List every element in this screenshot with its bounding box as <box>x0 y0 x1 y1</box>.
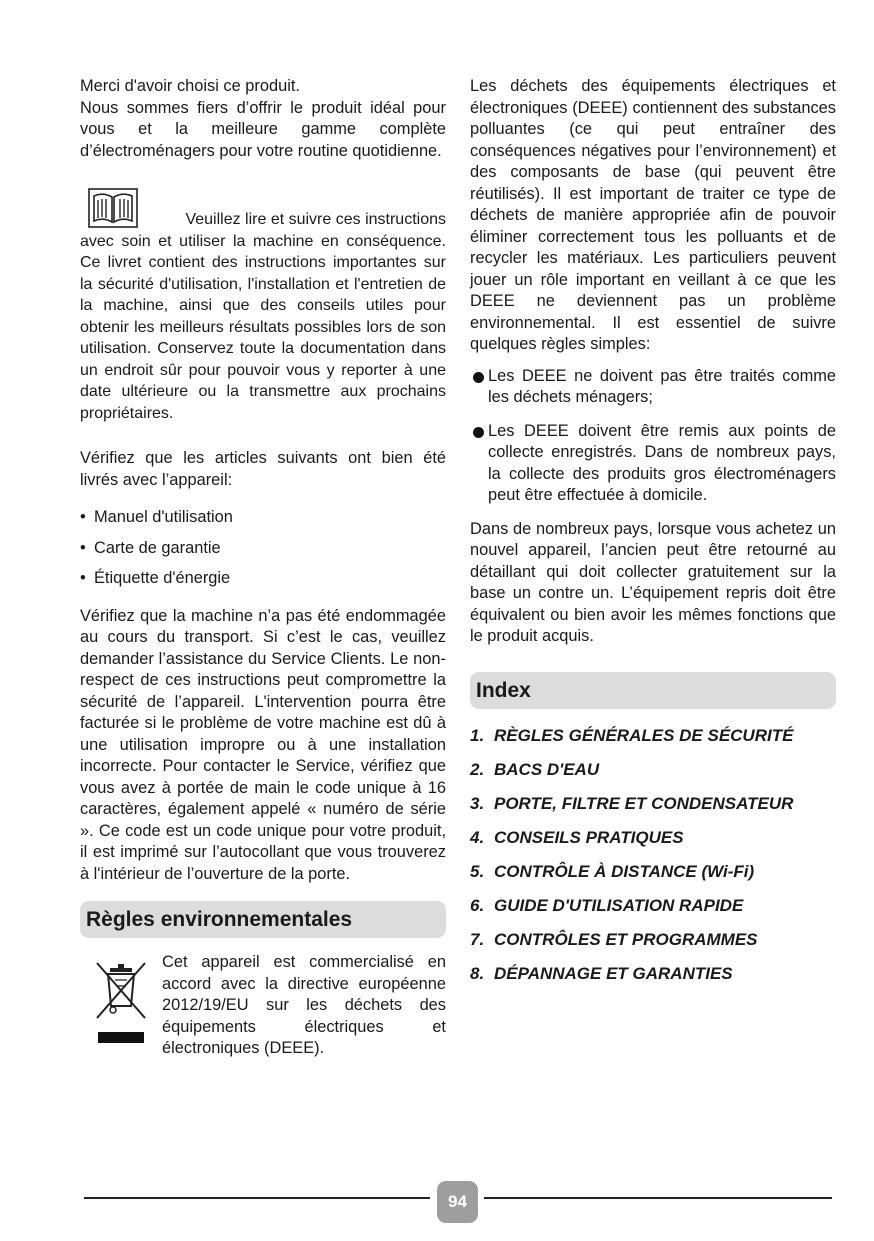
index-heading: Index <box>470 672 836 709</box>
damage-check-text: Vérifiez que la machine n’a pas été endommagée au cours du transport. Si c’est le cas, veuillez demander l’assistance du Service Clients. Le non-respect de ces instructions peut compromettre la sécurité de l’appareil. L'intervention pourra être facturée si le problème de votre machine est dû à une utilisation impropre ou à une installation incorrecte. Pour contacter le Service, vérifiez que vous avez à portée de main le code unique à 16 caractères, également appelé « numéro de série ». Ce code est un code unique pour votre produit, il est imprimé sur l’autocollant que vous trouverez à l'intérieur de l’ouverture de la porte. <box>80 606 446 883</box>
list-item: Les DEEE ne doivent pas être traités comme les déchets ménagers; <box>470 366 836 409</box>
footer-divider-left <box>84 1197 430 1199</box>
weee-intro-text: Les déchets des équipements électriques et électroniques (DEEE) contiennent des substances polluantes (ce qui peut entraîner des conséquences négatives pour l’environnement) et des composants de base (qui peuvent être réutilisés). Il est important de traiter ce type de déchets de manière appropriée afin de pouvoir éliminer correctement tous les polluants et de recycler les matériaux. Les particuliers peuvent jouer un rôle important en veillant à ce que les DEEE ne deviennent pas un problème environnemental. Il est essentiel de suivre quelques règles simples: <box>470 77 836 353</box>
list-item: • Carte de garantie <box>80 538 221 557</box>
bullet-icon <box>473 372 484 383</box>
left-column <box>80 76 446 1062</box>
list-item: • Manuel d'utilisation <box>80 508 233 526</box>
env-rules-block <box>80 952 446 1062</box>
index-item[interactable]: 6. GUIDE D'UTILISATION RAPIDE <box>470 895 744 915</box>
bullet-icon <box>473 427 484 438</box>
index-item[interactable]: 2. BACS D'EAU <box>470 759 600 779</box>
index-item[interactable]: 5. CONTRÔLE À DISTANCE (Wi-Fi) <box>470 861 755 881</box>
env-rules-heading: Règles environnementales <box>80 901 446 938</box>
index-item[interactable]: 4. CONSEILS PRATIQUES <box>470 827 684 847</box>
index-item[interactable]: 8. DÉPANNAGE ET GARANTIES <box>470 963 733 983</box>
intro-thanks: Merci d'avoir choisi ce produit. <box>80 77 300 95</box>
open-book-icon <box>88 188 138 228</box>
intro-pride: Nous sommes fiers d’offrir le produit idéal pour vous et la meilleure gamme complète d’électroménagers pour votre routine quotidienne. <box>80 98 446 160</box>
footer-divider-right <box>484 1197 832 1199</box>
index-item[interactable]: 1. RÈGLES GÉNÉRALES DE SÉCURITÉ <box>470 725 794 745</box>
crossed-out-wheelie-bin-icon <box>94 960 148 1044</box>
list-item: • Étiquette d'énergie <box>80 569 231 587</box>
read-instructions-block <box>80 188 446 424</box>
read-instructions-first-line: Veuillez lire et suivre ces instructions <box>185 211 446 228</box>
page-number: 94 <box>437 1181 478 1223</box>
index-item[interactable]: 7. CONTRÔLES ET PROGRAMMES <box>470 929 758 949</box>
index-list <box>470 725 836 985</box>
read-instructions-text: avec soin et utiliser la machine en conséquence. Ce livret contient des instructions importantes sur la sécurité d'utilisation, l'installation et l'entretien de la machine, ainsi que des conseils utiles pour obtenir les meilleurs résultats possibles lors de son utilisation. Conservez toute la documentation dans un endroit sûr pour pouvoir vous y reporter à une date ultérieure ou la transmettre aux prochains propriétaires. <box>80 232 446 422</box>
delivered-items-list <box>80 507 446 590</box>
right-column <box>470 76 836 997</box>
check-items-text: Vérifiez que les articles suivants ont bien été livrés avec l’appareil: <box>80 449 446 489</box>
index-item[interactable]: 3. PORTE, FILTRE ET CONDENSATEUR <box>470 793 794 813</box>
weee-rules-list <box>470 366 836 507</box>
env-rules-text: Cet appareil est commercialisé en accord avec la directive européenne 2012/19/EU sur les déchets des équipements électriques et électroniques (DEEE). <box>162 953 446 1057</box>
return-appliance-text: Dans de nombreux pays, lorsque vous achetez un nouvel appareil, l’ancien peut être retourné au détaillant qui doit collecter gratuitement sur la base un contre un. L’équipement repris doit être équivalent ou bien avoir les mêmes fonctions que le produit acquis. <box>470 519 836 645</box>
list-item: Les DEEE doivent être remis aux points de collecte enregistrés. Dans de nombreux pays, la collecte des produits gros électroménagers peut être effectuée à domicile. <box>470 421 836 507</box>
